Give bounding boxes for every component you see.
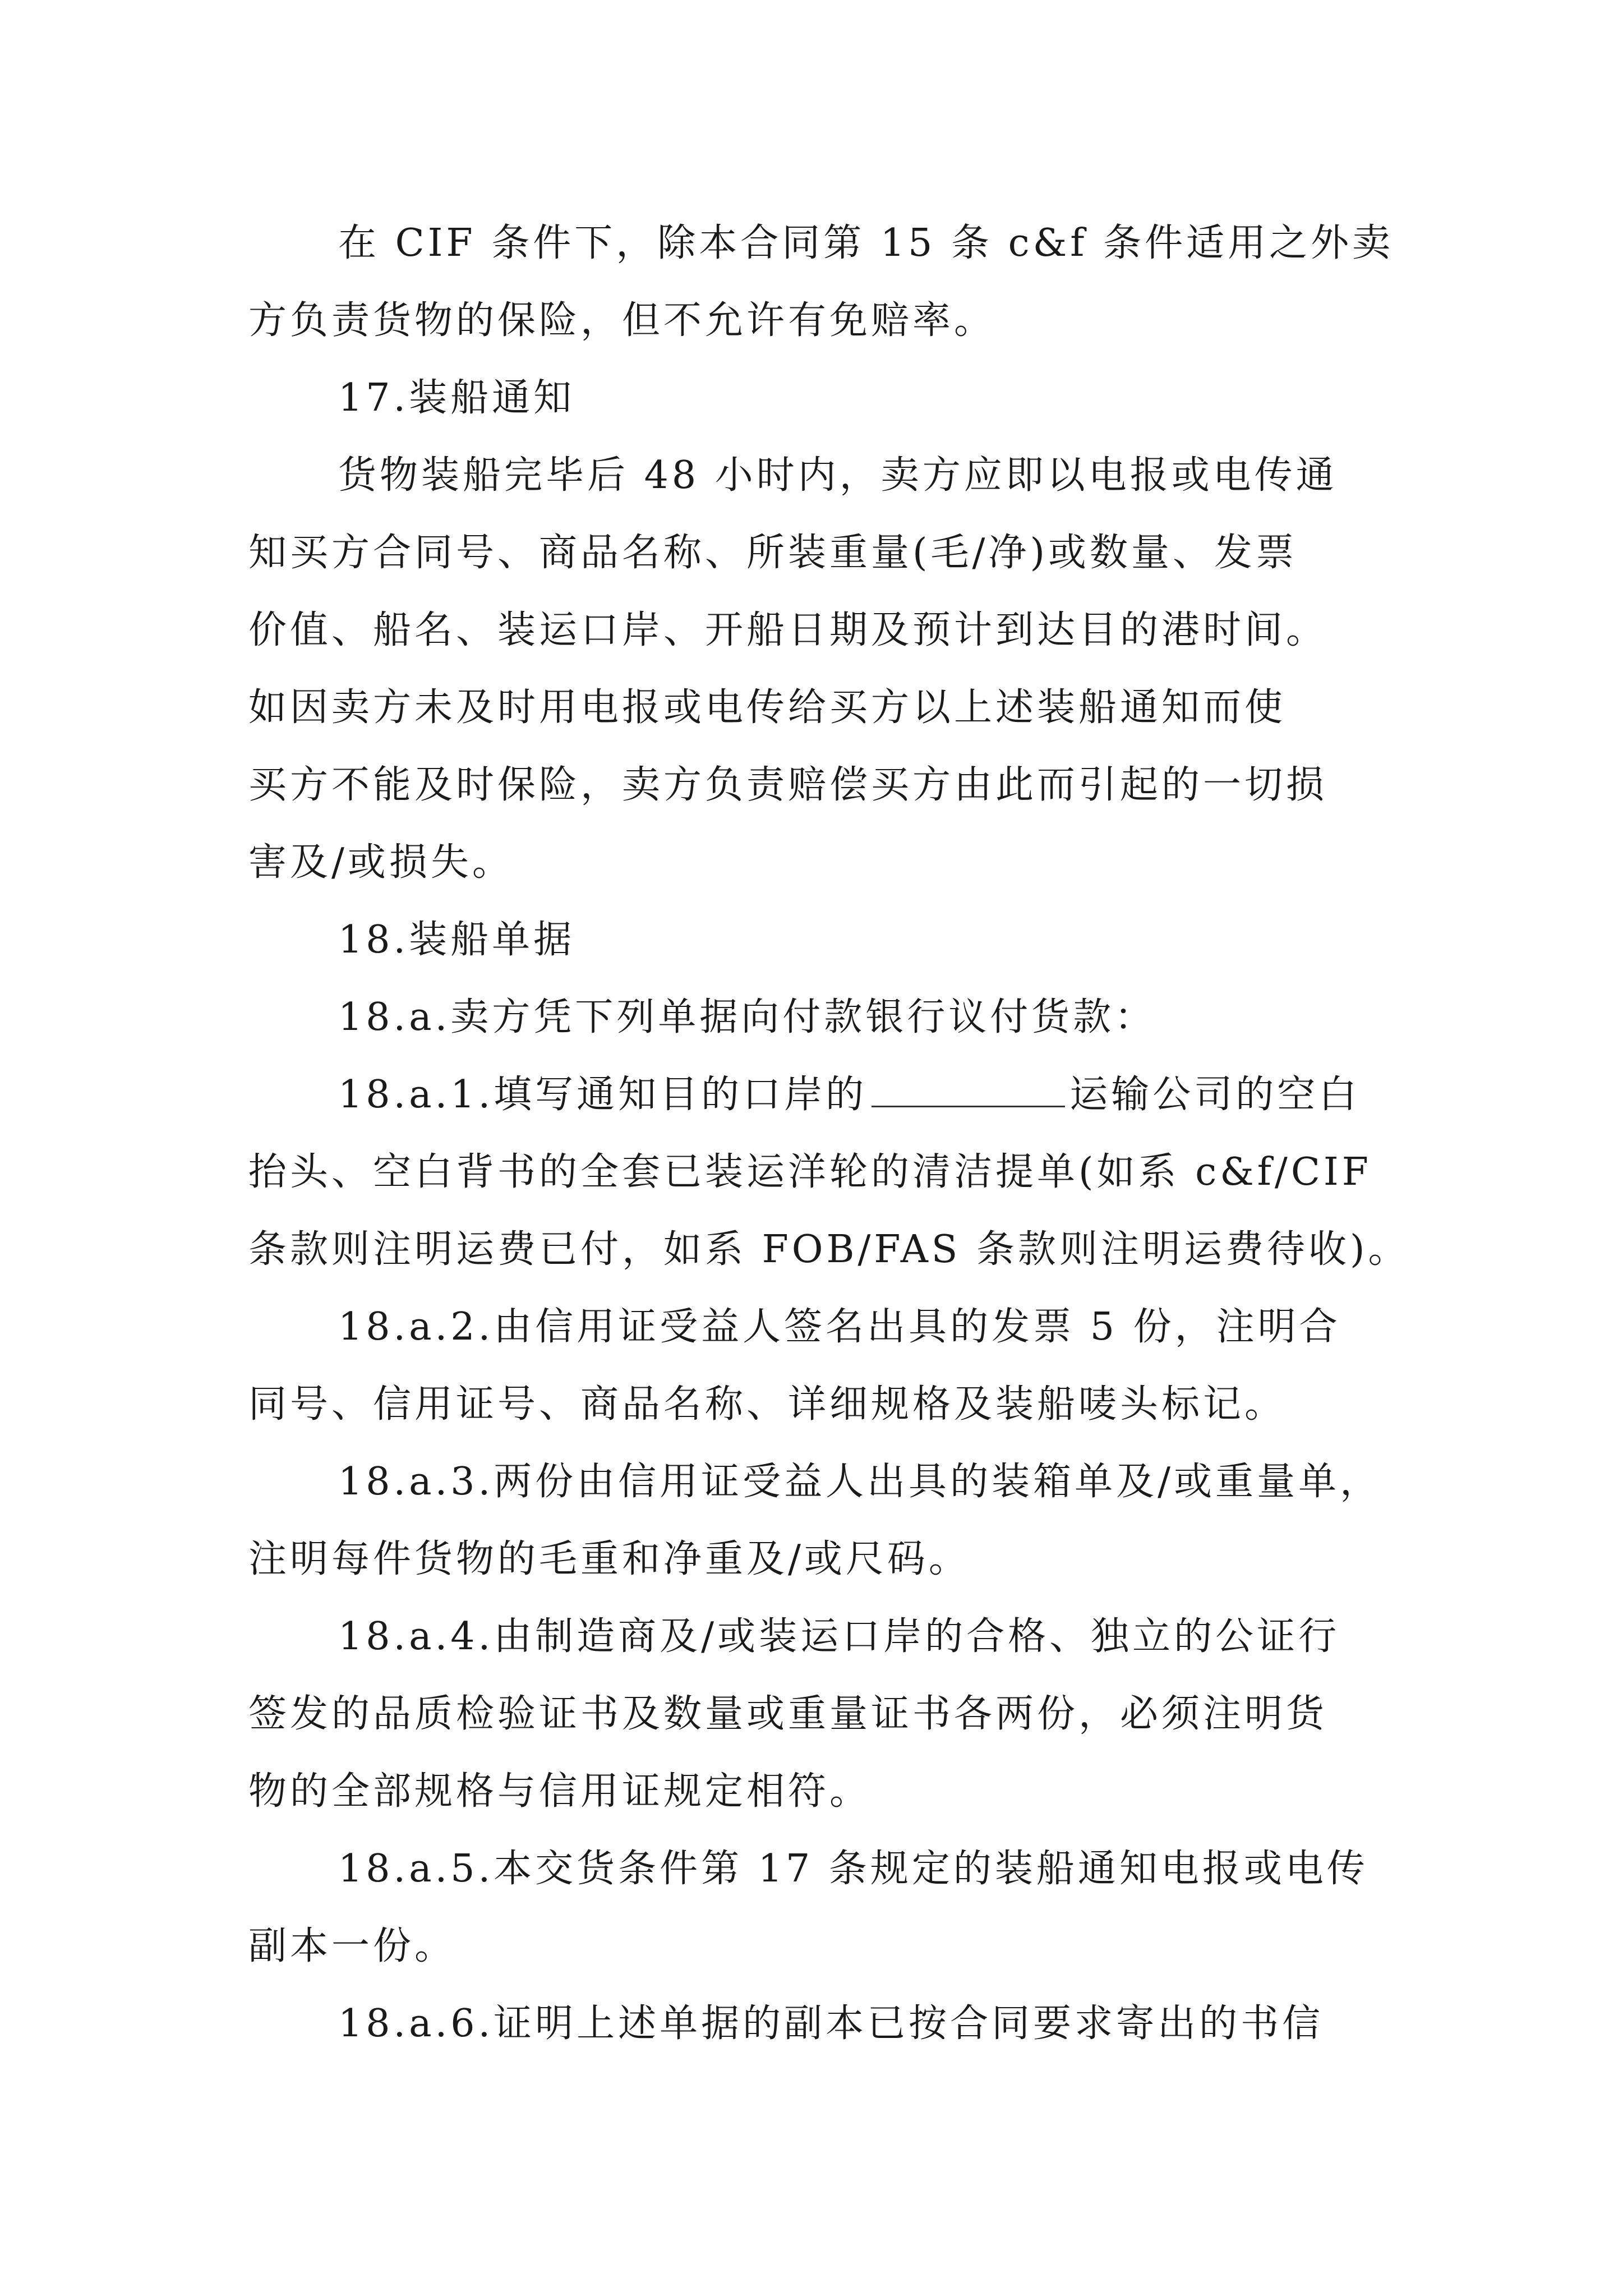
text-line: 18.a.3.两份由信用证受益人出具的装箱单及/或重量单，: [338, 1460, 1382, 1504]
text-line: 18.a.卖方凭下列单据向付款银行议付货款：: [338, 995, 1156, 1039]
text-line: 在 CIF 条件下，除本合同第 15 条 c&f 条件适用之外卖: [338, 221, 1394, 265]
text-line-with-blank: [248, 1056, 1387, 1134]
text-after-blank: 运输公司的空白: [1069, 1073, 1361, 1117]
text-line: 物的全部规格与信用证规定相符。: [248, 1769, 872, 1814]
text-line: 害及/或损失。: [248, 840, 514, 885]
text-line: 方负责货物的保险，但不允许有免赔率。: [248, 298, 996, 343]
text-before-blank: 18.a.1.填写通知目的口岸的: [338, 1073, 868, 1117]
text-line: 抬头、空白背书的全套已装运洋轮的清洁提单(如系 c&f/CIF: [248, 1150, 1372, 1194]
text-line: 货物装船完毕后 48 小时内，卖方应即以电报或电传通: [338, 453, 1338, 498]
text-line: 价值、船名、装运口岸、开船日期及预计到达目的港时间。: [248, 608, 1328, 652]
text-line: 同号、信用证号、商品名称、详细规格及装船唛头标记。: [248, 1382, 1287, 1427]
text-line: 18.a.4.由制造商及/或装运口岸的合格、独立的公证行: [338, 1614, 1340, 1659]
text-line: 签发的品质检验证书及数量或重量证书各两份，必须注明货: [248, 1692, 1328, 1736]
text-line: 18.a.6.证明上述单据的副本已按合同要求寄出的书信: [338, 2001, 1324, 2046]
document-body: [248, 205, 1410, 2063]
text-line: 买方不能及时保险，卖方负责赔偿买方由此而引起的一切损: [248, 763, 1328, 807]
text-line: 18.a.2.由信用证受益人签名出具的发票 5 份，注明合: [338, 1305, 1341, 1349]
fill-in-blank: [872, 1072, 1065, 1107]
text-line: 知买方合同号、商品名称、所装重量(毛/净)或数量、发票: [248, 531, 1297, 575]
section-heading: 18.装船单据: [338, 918, 575, 962]
text-line: 条款则注明运费已付，如系 FOB/FAS 条款则注明运费待收)。: [248, 1227, 1410, 1272]
section-heading: 17.装船通知: [338, 376, 575, 420]
text-line: 如因卖方未及时用电报或电传给买方以上述装船通知而使: [248, 685, 1287, 730]
text-line: 注明每件货物的毛重和净重及/或尺码。: [248, 1537, 970, 1581]
text-line: 副本一份。: [248, 1924, 457, 1968]
text-line: 18.a.5.本交货条件第 17 条规定的装船通知电报或电传: [338, 1847, 1368, 1891]
